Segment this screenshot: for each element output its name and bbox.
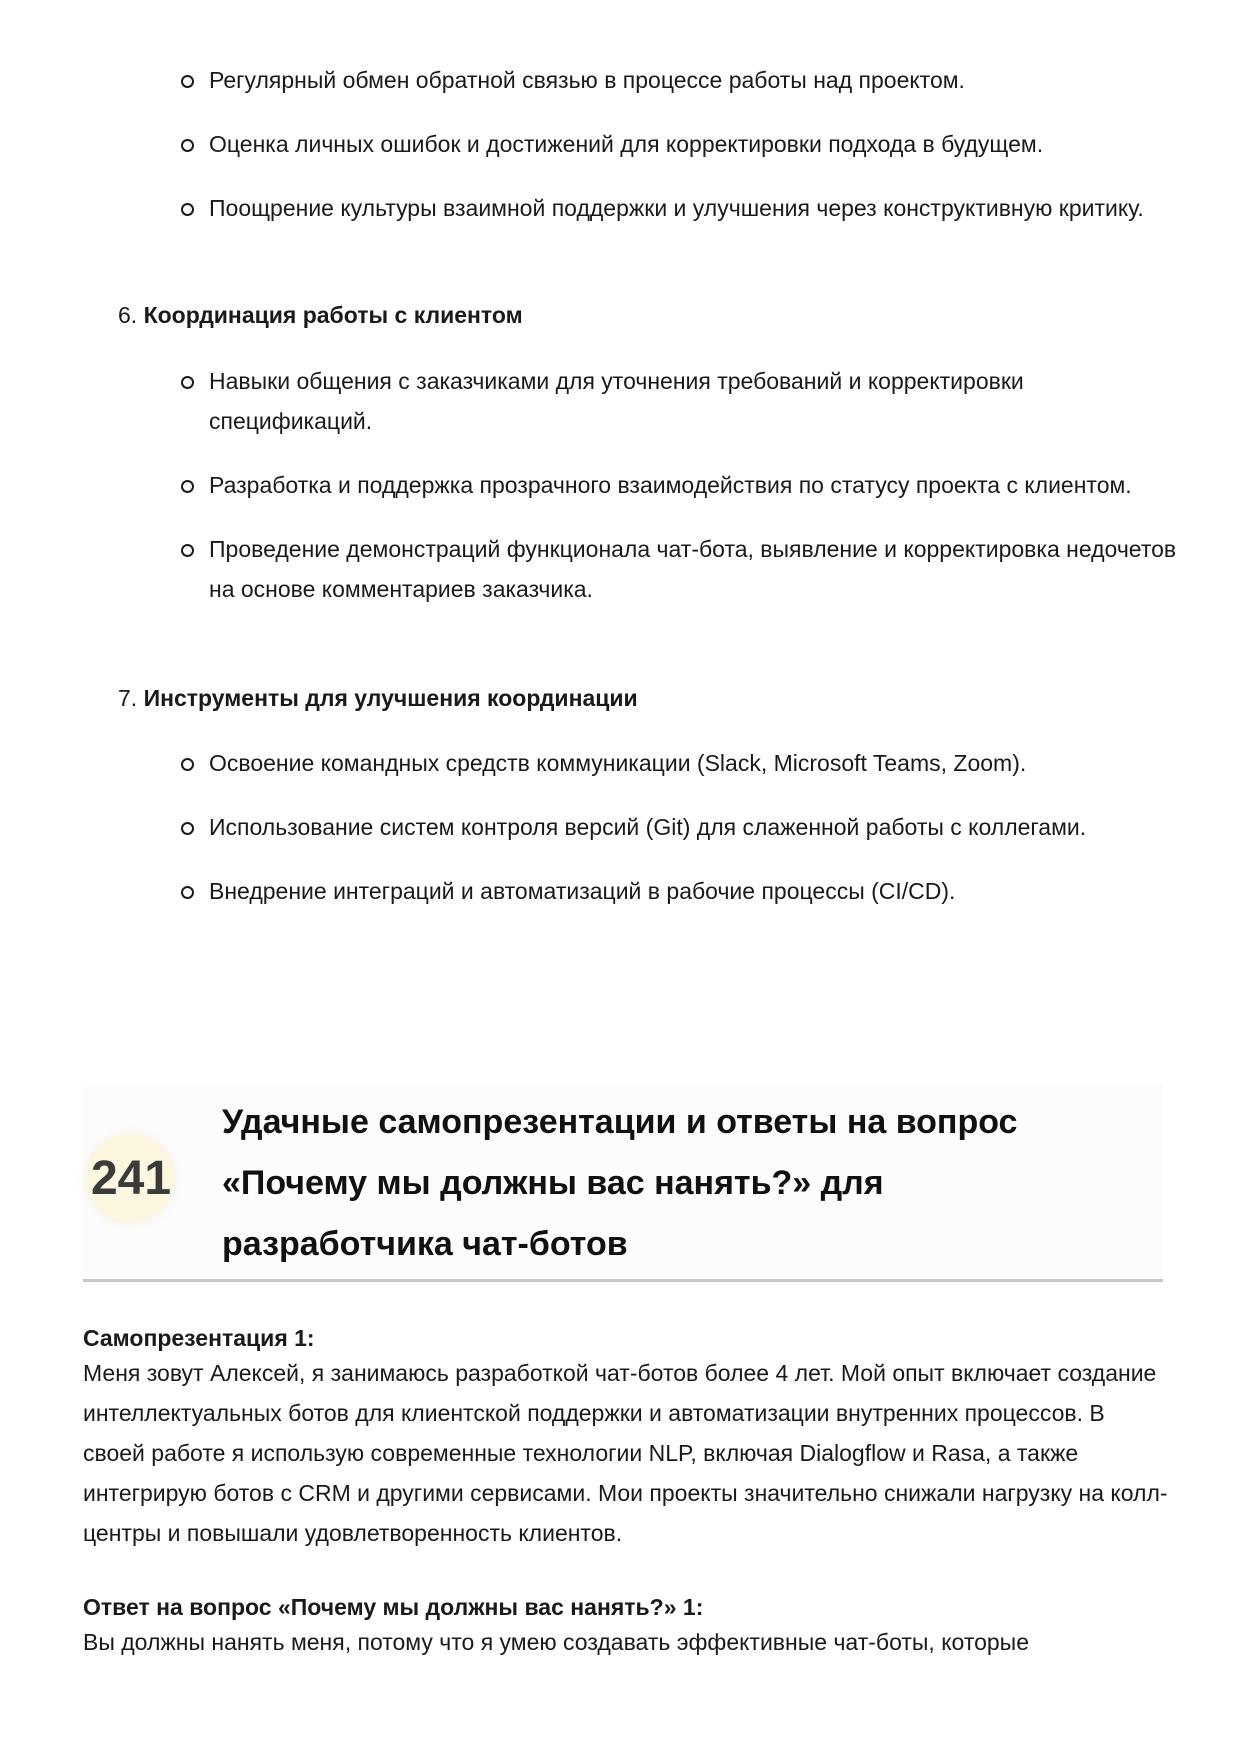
list-item: Освоение командных средств коммуникации (Slack, Microsoft Teams, Zoom).: [0, 743, 1239, 783]
section7-heading: [118, 682, 638, 714]
list-item: Использование систем контроля версий (Git) для слаженной работы с коллегами.: [0, 807, 1239, 847]
chapter-number: 241: [90, 1152, 172, 1205]
list-item: Оценка личных ошибок и достижений для корректировки подхода в будущем.: [0, 124, 1239, 164]
list-item: Проведение демонстраций функционала чат-бота, выявление и корректировка недочетов на основе комментариев заказчика.: [0, 529, 1239, 609]
presentation1-text: Меня зовут Алексей, я занимаюсь разработкой чат-ботов более 4 лет. Мой опыт включает создание интеллектуальных ботов для клиентской поддержки и автоматизации внутренних процессов. В своей работе я использую современные технологии NLP, включая Dialogflow и Rasa, а также интегрирую ботов с CRM и другими сервисами. Мои проекты значительно снижали нагрузку на колл-центры и повышали удовлетворенность клиентов.: [83, 1360, 1168, 1546]
section5-sublist: [0, 60, 1239, 252]
section7-title: Инструменты для улучшения координации: [143, 685, 638, 711]
chapter-title: [222, 1092, 1122, 1275]
section6-number: 6.: [118, 302, 138, 328]
list-item: Регулярный обмен обратной связью в процессе работы над проектом.: [0, 60, 1239, 100]
chapter-title-line: «Почему мы должны вас нанять?» для: [222, 1164, 884, 1202]
chapter-title-line: разработчика чат-ботов: [222, 1225, 628, 1263]
section6-title: Координация работы с клиентом: [143, 302, 523, 328]
list-item: Внедрение интеграций и автоматизаций в рабочие процессы (CI/CD).: [0, 871, 1239, 911]
list-item: Поощрение культуры взаимной поддержки и улучшения через конструктивную критику.: [0, 188, 1239, 228]
list-item: Навыки общения с заказчиками для уточнения требований и корректировки спецификаций.: [0, 361, 1239, 441]
section6-sublist: [0, 361, 1239, 633]
section7-number: 7.: [118, 685, 138, 711]
section6-heading: [118, 299, 523, 331]
section7-sublist: [0, 743, 1239, 935]
answer1-label: Ответ на вопрос «Почему мы должны вас нанять?» 1:: [83, 1594, 704, 1620]
chapter-title-line: Удачные самопрезентации и ответы на вопрос: [222, 1103, 1018, 1141]
answer1-text: Вы должны нанять меня, потому что я умею создавать эффективные чат-боты, которые: [83, 1629, 1029, 1655]
list-item: Разработка и поддержка прозрачного взаимодействия по статусу проекта с клиентом.: [0, 465, 1239, 505]
presentation1-label: Самопрезентация 1:: [83, 1325, 315, 1351]
